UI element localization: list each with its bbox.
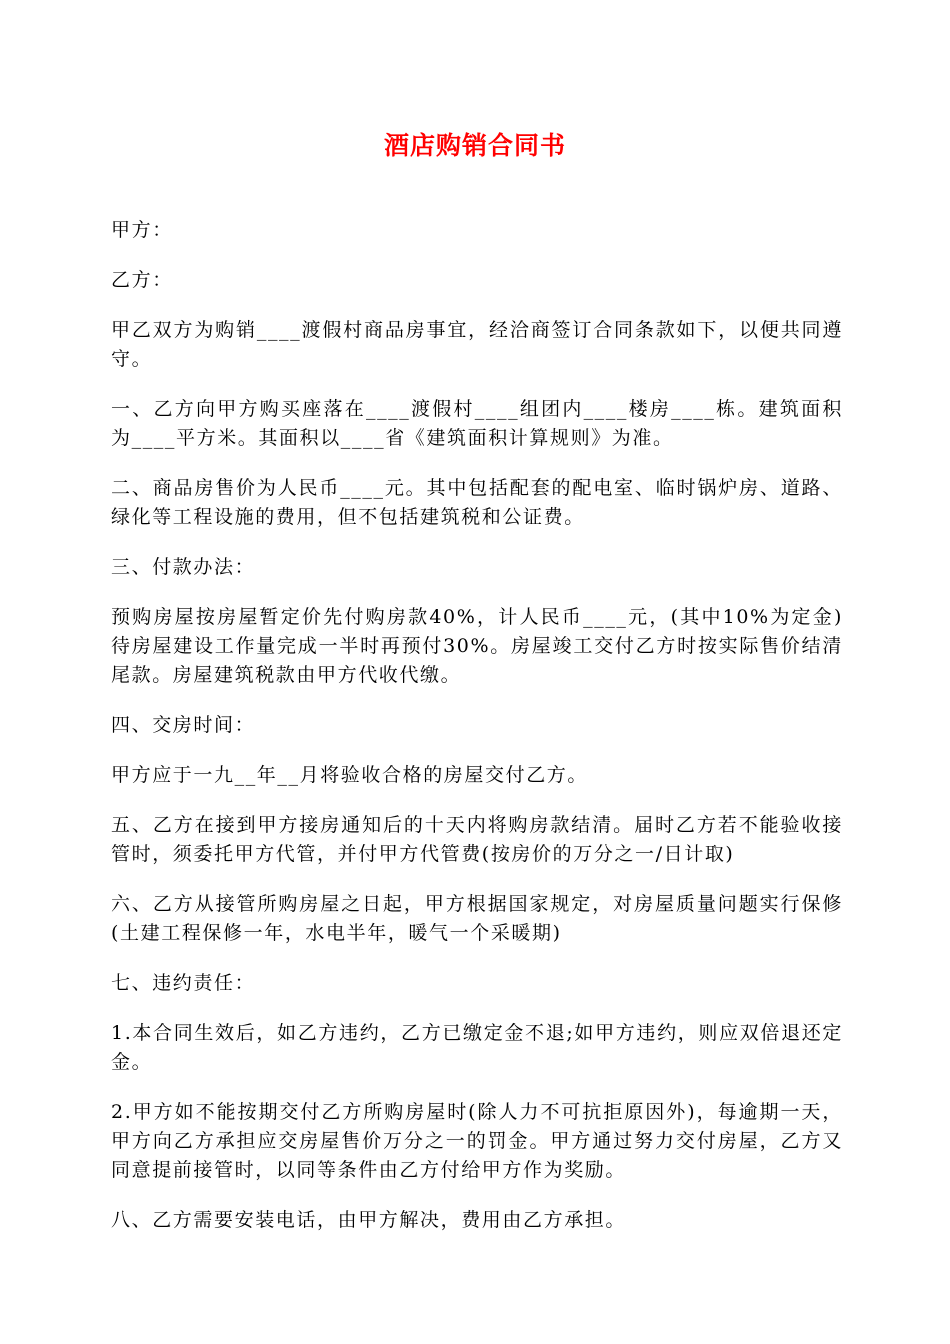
document-body bbox=[111, 216, 843, 1256]
clause-4-heading: 四、交房时间： bbox=[111, 714, 256, 736]
party-b-line: 乙方： bbox=[111, 269, 173, 291]
delivery-time-paragraph: 甲方应于一九__年__月将验收合格的房屋交付乙方。 bbox=[111, 764, 589, 786]
clause-7-heading: 七、违约责任： bbox=[111, 972, 256, 994]
clause-6-paragraph: 六、乙方从接管所购房屋之日起，甲方根据国家规定，对房屋质量问题实行保修(土建工程保修一年，水电半年，暖气一个采暖期) bbox=[111, 893, 843, 944]
clause-8-paragraph: 八、乙方需要安装电话，由甲方解决，费用由乙方承担。 bbox=[111, 1209, 627, 1231]
clause-3-heading: 三、付款办法： bbox=[111, 556, 256, 578]
clause-2-paragraph: 二、商品房售价为人民币____元。其中包括配套的配电室、临时锅炉房、道路、绿化等工程设施的费用，但不包括建筑税和公证费。 bbox=[111, 477, 843, 528]
party-a-line: 甲方： bbox=[111, 219, 173, 241]
liability-item-2: 2.甲方如不能按期交付乙方所购房屋时(除人力不可抗拒原因外)，每逾期一天，甲方向乙方承担应交房屋售价万分之一的罚金。甲方通过努力交付房屋，乙方又同意提前接管时，以同等条件由乙方付给甲方作为奖励。 bbox=[111, 1101, 843, 1181]
document-title: 酒店购销合同书 bbox=[383, 131, 566, 160]
preamble-paragraph: 甲乙双方为购销____渡假村商品房事宜，经洽商签订合同条款如下，以便共同遵守。 bbox=[111, 319, 843, 370]
payment-terms-paragraph: 预购房屋按房屋暂定价先付购房款40%，计人民币____元，(其中10%为定金)待房屋建设工作量完成一半时再预付30%。房屋竣工交付乙方时按实际售价结清尾款。房屋建筑税款由甲方代收代缴。 bbox=[111, 606, 843, 686]
clause-1-paragraph: 一、乙方向甲方购买座落在____渡假村____组团内____楼房____栋。建筑面积为____平方米。其面积以____省《建筑面积计算规则》为准。 bbox=[111, 398, 843, 449]
liability-item-1: 1.本合同生效后，如乙方违约，乙方已缴定金不退;如甲方违约，则应双倍退还定金。 bbox=[111, 1022, 843, 1073]
clause-5-paragraph: 五、乙方在接到甲方接房通知后的十天内将购房款结清。届时乙方若不能验收接管时，须委托甲方代管，并付甲方代管费(按房价的万分之一/日计取) bbox=[111, 814, 843, 865]
